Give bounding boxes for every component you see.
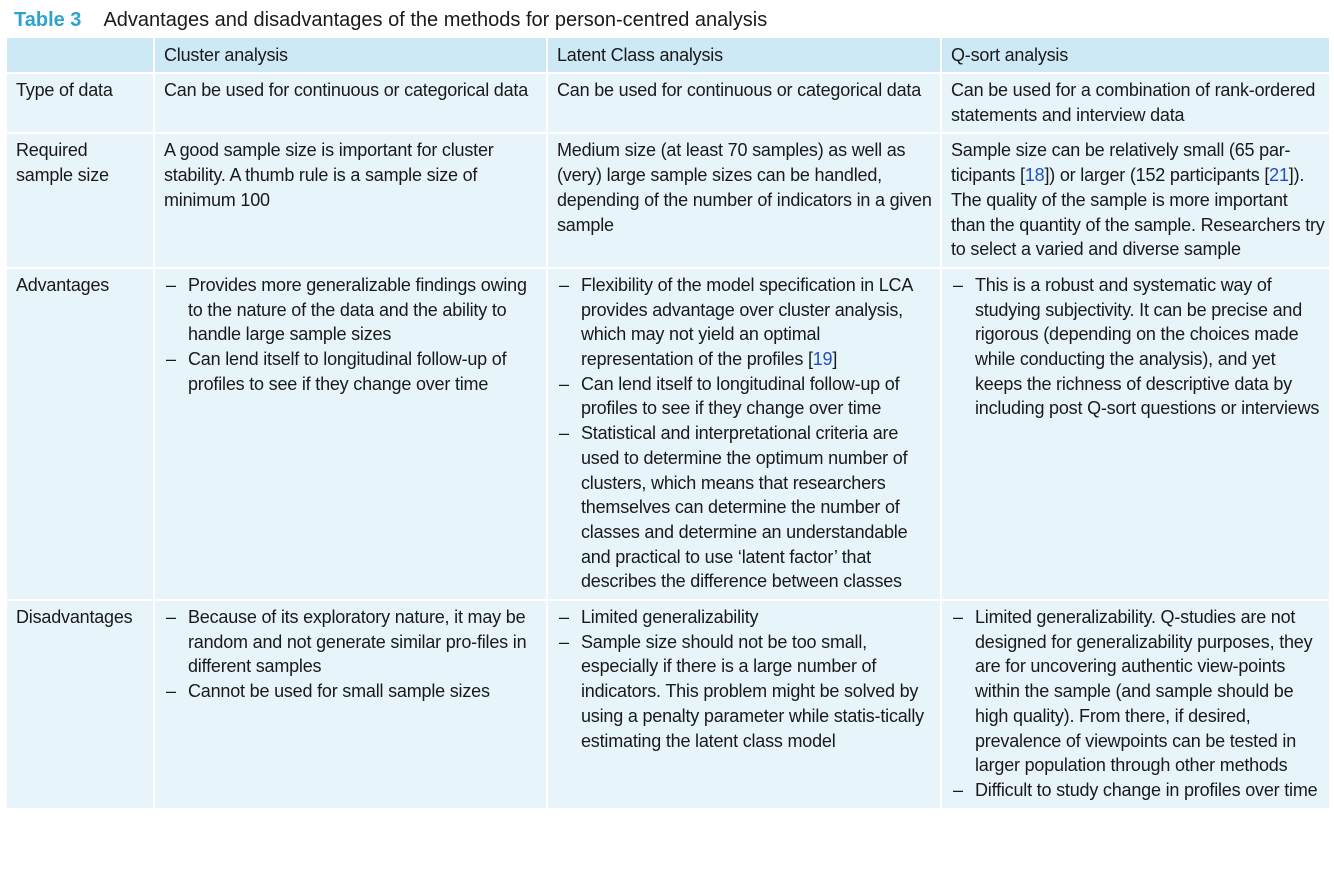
comparison-table	[7, 38, 1329, 810]
bullet-list	[557, 273, 936, 594]
bullet-list	[951, 605, 1325, 803]
bullet-list	[951, 273, 1325, 421]
cell-cluster: A good sample size is important for cluster stability. A thumb rule is a sample size of minimum 100	[154, 133, 547, 268]
cell-qsort	[941, 268, 1329, 600]
text-segment: Sample size can be relatively small (65 par-ticipants [	[951, 140, 1291, 186]
header-cluster-analysis: Cluster analysis	[154, 38, 547, 73]
list-item: – Limited generalizability. Q-studies are not designed for generalizability purposes, they are for uncovering authentic view-points within the sample (and sample should be high quality). From there, if desired, prevalence of viewpoints can be tested in larger population through other methods	[951, 605, 1325, 778]
cell-qsort	[941, 133, 1329, 268]
cell-lca: Can be used for continuous or categorical data	[547, 73, 941, 133]
table-title: Advantages and disadvantages of the methods for person-centred analysis	[103, 9, 768, 31]
table-caption	[14, 6, 767, 34]
cell-lca	[547, 600, 941, 809]
list-item: – Can lend itself to longitudinal follow-up of profiles to see if they change over time	[557, 372, 936, 421]
header-empty	[7, 38, 154, 73]
citation-link[interactable]: 21	[1269, 165, 1289, 186]
list-item: – Difficult to study change in profiles over time	[951, 778, 1325, 803]
header-row	[7, 38, 1329, 73]
citation-link[interactable]: 18	[1024, 165, 1045, 186]
list-item: – Sample size should not be too small, especially if there is a large number of indicators. This problem might be solved by using a penalty parameter while statis-tically estimating the latent class model	[557, 630, 936, 754]
text-segment: ]	[832, 349, 838, 370]
list-item: – Cannot be used for small sample sizes	[164, 679, 542, 704]
row-label: Disadvantages	[7, 600, 154, 809]
cell-cluster	[154, 268, 547, 600]
cell-qsort	[941, 600, 1329, 809]
list-item: – Because of its exploratory nature, it may be random and not generate similar pro-files in different samples	[164, 605, 542, 679]
text-segment: Flexibility of the model specification in LCA provides advantage over cluster analysis, which may not yield an optimal representation of the profiles [	[581, 274, 913, 370]
row-required-sample-size	[7, 133, 1329, 268]
cell-cluster: Can be used for continuous or categorical data	[154, 73, 547, 133]
header-latent-class-analysis: Latent Class analysis	[547, 38, 941, 73]
text-segment: ]) or larger (152 participants [	[1044, 165, 1270, 186]
text-segment: ]). The quality of the sample is more important than the quantity of the sample. Researchers try to select a varied and diverse sample	[951, 165, 1325, 260]
cell-cluster	[154, 600, 547, 809]
cell-lca: Medium size (at least 70 samples) as well as (very) large sample sizes can be handled, depending of the number of indicators in a given sample	[547, 133, 941, 268]
bullet-list	[164, 273, 542, 397]
citation-link[interactable]: 19	[812, 349, 833, 370]
list-item: – Provides more generalizable findings owing to the nature of the data and the ability to handle large sample sizes	[164, 273, 542, 347]
bullet-list	[557, 605, 936, 753]
list-item: – Statistical and interpretational criteria are used to determine the optimum number of clusters, which means that researchers themselves can determine the number of classes and determine an understandable and practical to use ‘latent factor’ that describes the difference between classes	[557, 421, 936, 594]
table-label: Table 3	[14, 9, 82, 31]
list-item: – This is a robust and systematic way of studying subjectivity. It can be precise and rigorous (depending on the choices made while conducting the analysis), and yet keeps the richness of descriptive data by including post Q-sort questions or interviews	[951, 273, 1325, 421]
row-disadvantages	[7, 600, 1329, 809]
list-item	[557, 273, 936, 372]
row-type-of-data	[7, 73, 1329, 133]
list-item: – Can lend itself to longitudinal follow-up of profiles to see if they change over time	[164, 347, 542, 396]
list-item: – Limited generalizability	[557, 605, 936, 630]
row-label: Type of data	[7, 73, 154, 133]
row-advantages	[7, 268, 1329, 600]
cell-qsort: Can be used for a combination of rank-ordered statements and interview data	[941, 73, 1329, 133]
header-q-sort-analysis: Q-sort analysis	[941, 38, 1329, 73]
row-label: Advantages	[7, 268, 154, 600]
bullet-list	[164, 605, 542, 704]
row-label: Required sample size	[7, 133, 154, 268]
cell-lca	[547, 268, 941, 600]
